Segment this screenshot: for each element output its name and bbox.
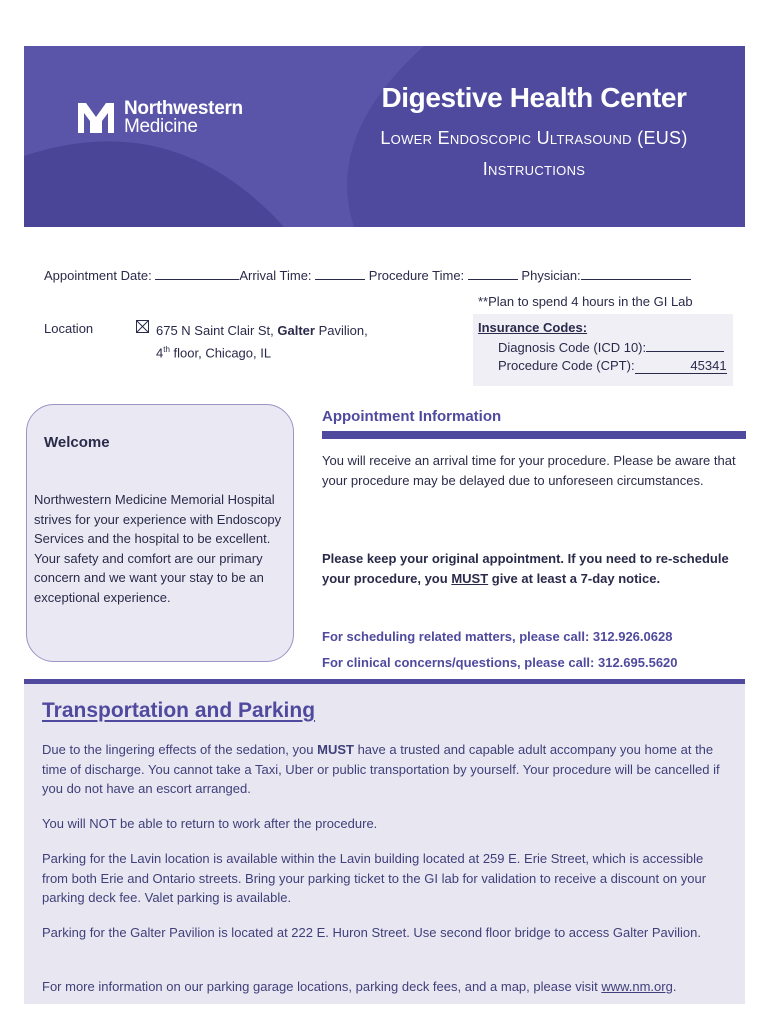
arrival-time-label: Arrival Time: bbox=[239, 268, 312, 283]
scheduling-phone: For scheduling related matters, please call: 312.926.0628 bbox=[322, 629, 673, 644]
appointment-date-label: Appointment Date: bbox=[44, 268, 152, 283]
reschedule-text-end: give at least a 7-day notice. bbox=[488, 570, 661, 586]
galter-parking-paragraph: Parking for the Galter Pavilion is located at 222 E. Huron Street. Use second floor bridge to access Galter Pavilion. bbox=[42, 925, 702, 940]
address-street: 675 N Saint Clair St, bbox=[156, 323, 278, 338]
appointment-info-divider bbox=[322, 431, 746, 439]
nm-website-link[interactable]: www.nm.org bbox=[601, 979, 673, 994]
procedure-code-label: Procedure Code (CPT): bbox=[498, 358, 635, 373]
plan-note: **Plan to spend 4 hours in the GI Lab bbox=[478, 294, 693, 309]
address-building: Galter bbox=[277, 323, 315, 338]
escort-paragraph bbox=[42, 740, 732, 799]
reschedule-text: Please keep your original appointment. If you need to re-schedule your procedure, you bbox=[322, 551, 729, 586]
reschedule-notice bbox=[322, 549, 742, 588]
physician-field[interactable] bbox=[581, 266, 691, 280]
physician-label: Physician: bbox=[521, 268, 581, 283]
northwestern-medicine-logo bbox=[76, 100, 243, 136]
address-pavilion: Pavilion, bbox=[314, 323, 368, 338]
floor-suffix: th bbox=[163, 345, 170, 354]
diagnosis-code-row bbox=[498, 340, 724, 355]
procedure-time-field[interactable] bbox=[468, 266, 518, 280]
escort-text: Due to the lingering effects of the sedation, you bbox=[42, 742, 318, 757]
diagnosis-code-field[interactable] bbox=[646, 351, 724, 352]
procedure-code-row bbox=[498, 358, 727, 374]
lavin-parking-paragraph: Parking for the Lavin location is available within the Lavin building located at 259 E. Erie Street, which is accessible from both Erie and Ontario streets. Bring your parking ticket to the GI lab for validation to receive a discount on your parking deck fee. Valet parking is available. bbox=[42, 851, 707, 905]
insurance-codes-box bbox=[473, 314, 733, 386]
page-subtitle-2: Instructions bbox=[482, 159, 586, 179]
escort-must: MUST bbox=[317, 742, 354, 757]
transportation-section bbox=[24, 679, 745, 1004]
page-subtitle: Lower Endoscopic Ultrasound (EUS) bbox=[380, 128, 688, 148]
welcome-title: Welcome bbox=[44, 434, 110, 451]
arrival-time-field[interactable] bbox=[315, 266, 365, 280]
welcome-card bbox=[26, 404, 294, 662]
escort-text-end: have a trusted and capable adult accompany you home at the time of discharge. You cannot take a Taxi, Uber or public transportation by yourself. Your procedure will be cancelled if you do not have an escort arranged. bbox=[42, 742, 720, 796]
appointment-fields-line bbox=[44, 266, 691, 283]
more-info-end: . bbox=[672, 979, 677, 994]
procedure-time-label: Procedure Time: bbox=[368, 268, 465, 283]
floor-city: floor, Chicago, IL bbox=[169, 345, 272, 361]
floor-number: 4 bbox=[156, 345, 164, 361]
diagnosis-code-label: Diagnosis Code (ICD 10): bbox=[498, 340, 647, 355]
checked-box-icon[interactable] bbox=[136, 320, 149, 333]
location-label: Location bbox=[44, 321, 94, 336]
insurance-codes-title: Insurance Codes: bbox=[478, 320, 588, 335]
more-info-paragraph bbox=[42, 977, 732, 997]
work-paragraph: You will NOT be able to return to work after the procedure. bbox=[42, 816, 378, 831]
more-info-text: For more information on our parking garage locations, parking deck fees, and a map, please visit bbox=[42, 979, 602, 994]
logo-line-2: Medicine bbox=[124, 116, 198, 137]
must-emphasis: MUST bbox=[451, 570, 489, 586]
logo-line-1: Northwestern bbox=[124, 98, 243, 119]
appointment-info-title: Appointment Information bbox=[322, 408, 502, 425]
page-title: Digestive Health Center bbox=[381, 82, 687, 113]
location-address bbox=[156, 321, 368, 362]
nm-logo-icon bbox=[76, 101, 116, 135]
procedure-code-field[interactable]: 45341 bbox=[635, 358, 727, 374]
appointment-info-paragraph: You will receive an arrival time for your procedure. Please be aware that your procedure may be delayed due to unforeseen circumstances. bbox=[322, 453, 736, 488]
header-banner bbox=[24, 46, 745, 227]
welcome-body: Northwestern Medicine Memorial Hospital strives for your experience with Endoscopy Services and the hospital to be excellent. Your safety and comfort are our primary concern and we want your stay to be an exceptional experience. bbox=[34, 492, 282, 605]
transportation-title: Transportation and Parking bbox=[42, 699, 316, 722]
appointment-date-field[interactable] bbox=[155, 266, 239, 280]
clinical-phone: For clinical concerns/questions, please call: 312.695.5620 bbox=[322, 655, 678, 670]
